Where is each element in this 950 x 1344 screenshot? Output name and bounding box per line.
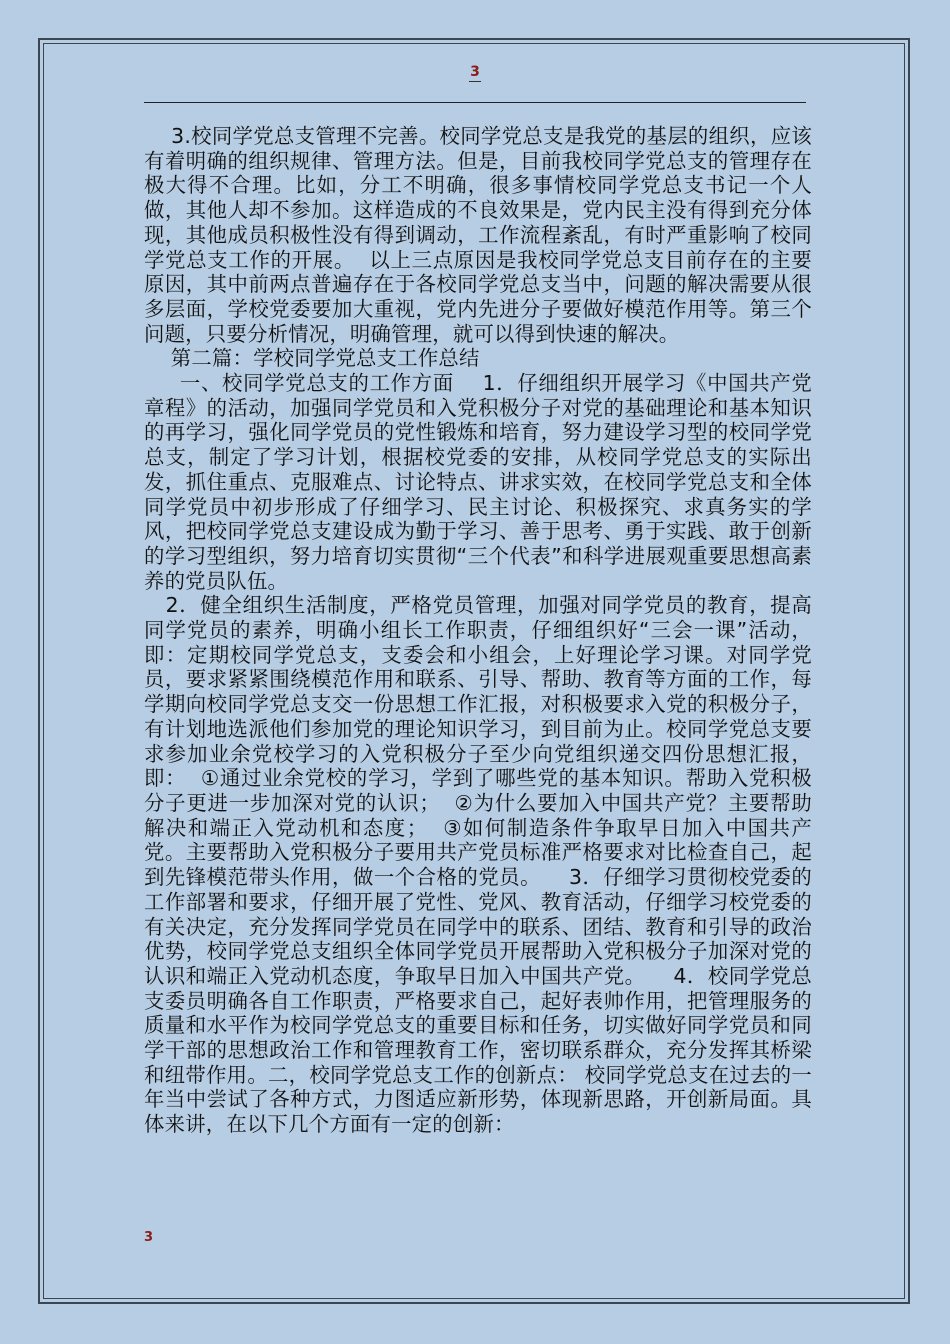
document-body <box>144 124 812 1137</box>
header-page-number <box>0 64 950 80</box>
paragraph-organization-life: 2．健全组织生活制度，严格党员管理，加强对同学党员的教育，提高同学党员的素养，明确小组长工作职责，仔细组织好“三会一课”活动，即：定期校同学党总支，支委会和小组会，上好理论学习课。对同学党员，要求紧紧围绕模范作用和联系、引导、帮助、教育等方面的工作，每学期向校同学党总支交一份思想工作汇报，对积极要求入党的积极分子，有计划地选派他们参加党的理论知识学习，到目前为止。校同学党总支要求参加业余党校学习的入党积极分子至少向党组织递交四份思想汇报，即： ①通过业余党校的学习，学到了哪些党的基本知识。帮助入党积极分子更进一步加深对党的认识； ②为什么要加入中国共产党？主要帮助解决和端正入党动机和态度； ③如何制造条件争取早日加入中国共产党。主要帮助入党积极分子要用共产党员标准严格要求对比检查自己，起到先锋模范带头作用，做一个合格的党员。 3．仔细学习贯彻校党委的工作部署和要求，仔细开展了党性、党风、教育活动，仔细学习校党委的有关决定，充分发挥同学党员在同学中的联系、团结、教育和引导的政治优势，校同学党总支组织全体同学党员开展帮助入党积极分子加深对党的认识和端正入党动机态度，争取早日加入中国共产党。 4．校同学党总支委员明确各自工作职责，严格要求自己，起好表帅作用，把管理服务的质量和水平作为校同学党总支的重要目标和任务，切实做好同学党员和同学干部的思想政治工作和管理教育工作，密切联系群众，充分发挥其桥梁和纽带作用。二，校同学党总支工作的创新点： 校同学党总支在过去的一年当中尝试了各种方式，力图适应新形势，体现新思路，开创新局面。具体来讲，在以下几个方面有一定的创新： <box>144 593 813 1137</box>
footer-page-number: 3 <box>144 1230 154 1245</box>
paragraph-reason-three: 3.校同学党总支管理不完善。校同学党总支是我党的基层的组织，应该有着明确的组织规律、管理方法。但是，目前我校同学党总支的管理存在极大得不合理。比如，分工不明确，很多事情校同学党总支书记一个人做，其他人却不参加。这样造成的不良效果是，党内民主没有得到充分体现，其他成员积极性没有得到调动，工作流程紊乱，有时严重影响了校同学党总支工作的开展。 以上三点原因是我校同学党总支目前存在的主要原因，其中前两点普遍存在于各校同学党总支当中，问题的解决需要从很多层面，学校党委要加大重视，党内先进分子要做好模范作用等。第三个问题，只要分析情况，明确管理，就可以得到快速的解决。 <box>144 124 812 346</box>
header-page-number-text: 3 <box>470 64 480 80</box>
section-title: 第二篇：学校同学党总支工作总结 <box>144 346 480 371</box>
paragraph-work-study: 一、校同学党总支的工作方面 1．仔细组织开展学习《中国共产党章程》的活动，加强同学党员和入党积极分子对党的基础理论和基本知识的再学习，强化同学党员的党性锻炼和培育，努力建设学习型的校同学党总支，制定了学习计划，根据校党委的安排，从校同学党总支的实际出发，抓住重点、克服难点、讨论特点、讲求实效，在校同学党总支和全体同学党员中初步形成了仔细学习、民主讨论、积极探究、求真务实的学风，把校同学党总支建设成为勤于学习、善于思考、勇于实践、敢于创新的学习型组织，努力培育切实贯彻“三个代表”和科学进展观重要思想高素养的党员队伍。 <box>144 371 812 593</box>
header-rule <box>144 102 806 103</box>
